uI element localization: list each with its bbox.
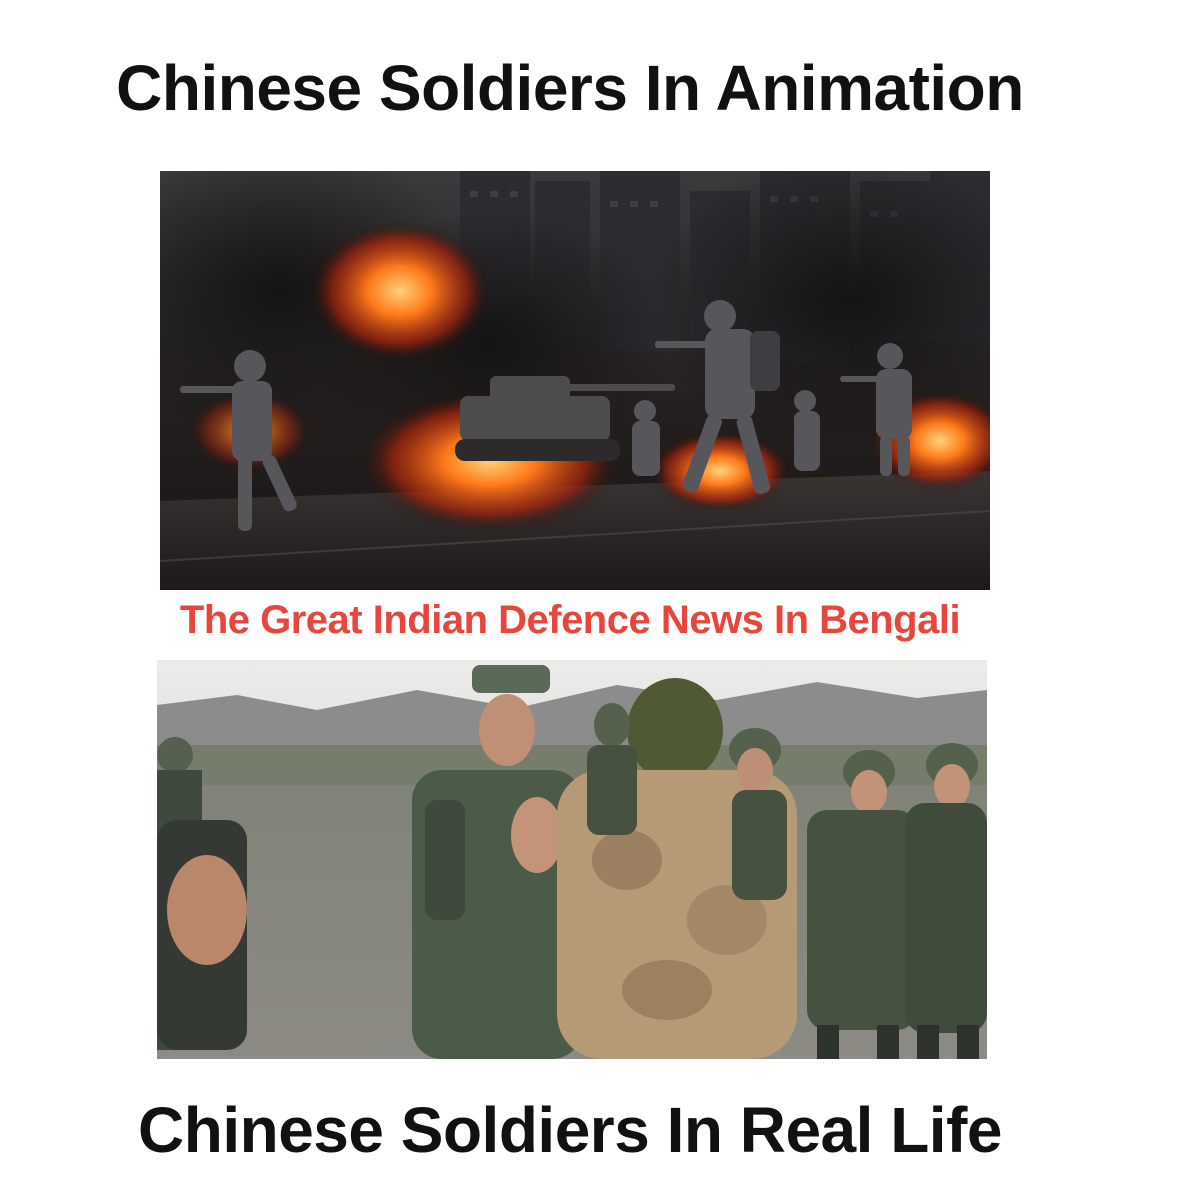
bottom-caption: Chinese Soldiers In Real Life xyxy=(138,1094,1002,1166)
top-caption: Chinese Soldiers In Animation xyxy=(116,52,1024,124)
standoff-photo-image xyxy=(157,660,987,1059)
battle-scene-image xyxy=(160,171,990,590)
watermark-text: The Great Indian Defence News In Bengali xyxy=(179,598,961,642)
